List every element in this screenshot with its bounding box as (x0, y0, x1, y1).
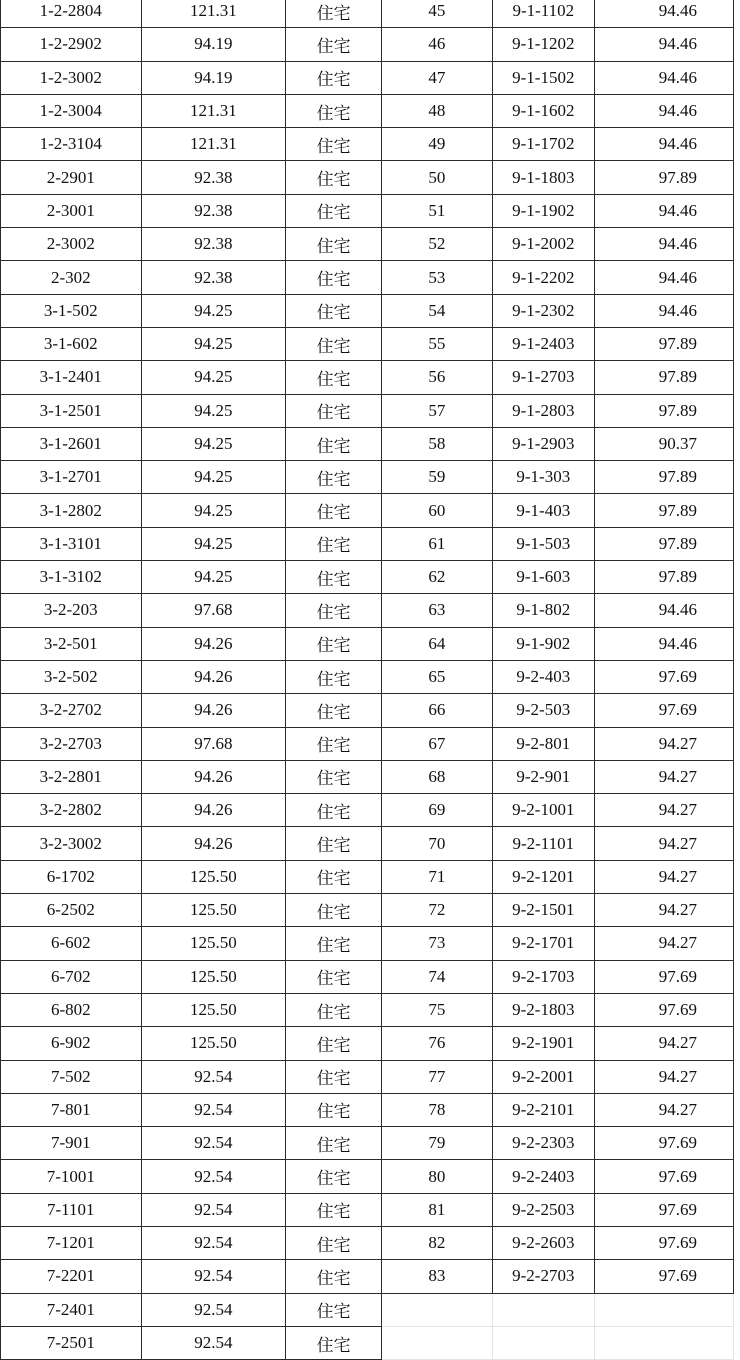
usage-cell: 住宅 (286, 61, 382, 94)
unit-number-cell: 9-2-1001 (492, 794, 594, 827)
usage-cell: 住宅 (286, 1260, 382, 1293)
unit-number-cell: 9-1-2803 (492, 394, 594, 427)
table-row (0, 394, 734, 427)
floor-area-cell: 94.25 (141, 494, 285, 527)
floor-area-cell: 121.31 (141, 128, 285, 161)
table-row (0, 1093, 734, 1126)
unit-number-cell: 3-2-2702 (0, 694, 141, 727)
unit-number-cell: 3-1-2701 (0, 461, 141, 494)
sequence-number-cell: 75 (382, 993, 493, 1026)
table-row (0, 294, 734, 327)
unit-number-cell: 9-2-1501 (492, 894, 594, 927)
floor-area-cell: 92.54 (141, 1160, 285, 1193)
sequence-number-cell: 83 (382, 1260, 493, 1293)
unit-number-cell: 3-1-2802 (0, 494, 141, 527)
floor-area-cell: 94.27 (594, 827, 733, 860)
floor-area-cell: 94.27 (594, 760, 733, 793)
sequence-number-cell: 57 (382, 394, 493, 427)
unit-number-cell: 3-2-203 (0, 594, 141, 627)
sequence-number-cell: 68 (382, 760, 493, 793)
sequence-number-cell: 62 (382, 561, 493, 594)
floor-area-cell: 125.50 (141, 960, 285, 993)
table-row (0, 594, 734, 627)
floor-area-cell: 94.26 (141, 627, 285, 660)
usage-cell: 住宅 (286, 760, 382, 793)
usage-cell: 住宅 (286, 561, 382, 594)
floor-area-cell: 92.54 (141, 1060, 285, 1093)
usage-cell: 住宅 (286, 1093, 382, 1126)
floor-area-cell: 94.25 (141, 461, 285, 494)
table-row (0, 327, 734, 360)
floor-area-cell: 97.69 (594, 993, 733, 1026)
table-row (0, 527, 734, 560)
unit-number-cell: 9-2-1701 (492, 927, 594, 960)
unit-number-cell: 9-1-1803 (492, 161, 594, 194)
floor-area-cell: 97.69 (594, 1127, 733, 1160)
floor-area-cell: 94.46 (594, 61, 733, 94)
unit-number-cell: 7-2201 (0, 1260, 141, 1293)
floor-area-cell: 94.27 (594, 1093, 733, 1126)
table-row (0, 0, 734, 28)
unit-number-cell: 3-1-3102 (0, 561, 141, 594)
usage-cell: 住宅 (286, 860, 382, 893)
sequence-number-cell: 53 (382, 261, 493, 294)
table-row (0, 727, 734, 760)
floor-area-cell: 94.25 (141, 527, 285, 560)
sequence-number-cell: 50 (382, 161, 493, 194)
table-row (0, 261, 734, 294)
unit-number-cell: 9-1-1102 (492, 0, 594, 28)
floor-area-cell: 94.25 (141, 427, 285, 460)
floor-area-cell: 94.26 (141, 794, 285, 827)
floor-area-cell: 92.38 (141, 228, 285, 261)
sequence-number-cell: 74 (382, 960, 493, 993)
floor-area-cell: 92.38 (141, 194, 285, 227)
table-row (0, 1193, 734, 1226)
floor-area-cell: 92.54 (141, 1293, 285, 1326)
floor-area-cell: 94.27 (594, 794, 733, 827)
empty-cell (382, 1326, 493, 1359)
unit-number-cell: 9-2-2603 (492, 1226, 594, 1259)
unit-number-cell: 9-2-1901 (492, 1027, 594, 1060)
sequence-number-cell: 73 (382, 927, 493, 960)
usage-cell: 住宅 (286, 660, 382, 693)
unit-number-cell: 1-2-2902 (0, 28, 141, 61)
usage-cell: 住宅 (286, 794, 382, 827)
table-row (0, 1260, 734, 1293)
unit-number-cell: 9-1-403 (492, 494, 594, 527)
empty-cell (492, 1293, 594, 1326)
unit-number-cell: 7-901 (0, 1127, 141, 1160)
sequence-number-cell: 60 (382, 494, 493, 527)
floor-area-cell: 92.38 (141, 261, 285, 294)
floor-area-cell: 97.89 (594, 394, 733, 427)
usage-cell: 住宅 (286, 427, 382, 460)
table-row (0, 1027, 734, 1060)
unit-number-cell: 6-602 (0, 927, 141, 960)
table-row (0, 694, 734, 727)
sequence-number-cell: 58 (382, 427, 493, 460)
unit-number-cell: 9-2-2303 (492, 1127, 594, 1160)
floor-area-cell: 97.69 (594, 1160, 733, 1193)
unit-number-cell: 1-2-3002 (0, 61, 141, 94)
unit-number-cell: 9-1-303 (492, 461, 594, 494)
unit-number-cell: 9-2-2101 (492, 1093, 594, 1126)
floor-area-cell: 92.38 (141, 161, 285, 194)
table-row (0, 993, 734, 1026)
usage-cell: 住宅 (286, 94, 382, 127)
unit-number-cell: 9-2-1803 (492, 993, 594, 1026)
usage-cell: 住宅 (286, 327, 382, 360)
floor-area-cell: 94.46 (594, 0, 733, 28)
floor-area-cell: 94.27 (594, 894, 733, 927)
usage-cell: 住宅 (286, 960, 382, 993)
floor-area-cell: 125.50 (141, 927, 285, 960)
unit-number-cell: 9-2-1703 (492, 960, 594, 993)
floor-area-cell: 92.54 (141, 1260, 285, 1293)
usage-cell: 住宅 (286, 527, 382, 560)
unit-number-cell: 9-1-503 (492, 527, 594, 560)
table-row (0, 1160, 734, 1193)
floor-area-cell: 92.54 (141, 1326, 285, 1359)
usage-cell: 住宅 (286, 1326, 382, 1359)
table-row (0, 427, 734, 460)
unit-number-cell: 9-1-1602 (492, 94, 594, 127)
unit-number-cell: 9-2-801 (492, 727, 594, 760)
floor-area-cell: 94.46 (594, 94, 733, 127)
floor-area-cell: 92.54 (141, 1193, 285, 1226)
sequence-number-cell: 45 (382, 0, 493, 28)
sequence-number-cell: 59 (382, 461, 493, 494)
floor-area-cell: 125.50 (141, 860, 285, 893)
unit-number-cell: 3-1-2501 (0, 394, 141, 427)
unit-number-cell: 2-2901 (0, 161, 141, 194)
usage-cell: 住宅 (286, 993, 382, 1026)
unit-number-cell: 1-2-2804 (0, 0, 141, 28)
floor-area-cell: 94.26 (141, 660, 285, 693)
floor-area-cell: 125.50 (141, 1027, 285, 1060)
floor-area-cell: 97.89 (594, 494, 733, 527)
table-row (0, 61, 734, 94)
unit-number-cell: 9-2-2001 (492, 1060, 594, 1093)
table-row (0, 1293, 734, 1326)
sequence-number-cell: 54 (382, 294, 493, 327)
floor-area-cell: 125.50 (141, 993, 285, 1026)
floor-area-cell: 121.31 (141, 0, 285, 28)
sequence-number-cell: 48 (382, 94, 493, 127)
unit-number-cell: 7-502 (0, 1060, 141, 1093)
usage-cell: 住宅 (286, 128, 382, 161)
table-row (0, 660, 734, 693)
sequence-number-cell: 78 (382, 1093, 493, 1126)
sequence-number-cell: 46 (382, 28, 493, 61)
usage-cell: 住宅 (286, 461, 382, 494)
floor-area-cell: 94.25 (141, 294, 285, 327)
sequence-number-cell: 77 (382, 1060, 493, 1093)
table-row (0, 361, 734, 394)
unit-number-cell: 9-1-802 (492, 594, 594, 627)
table-row (0, 94, 734, 127)
unit-number-cell: 1-2-3004 (0, 94, 141, 127)
unit-number-cell: 9-1-1202 (492, 28, 594, 61)
floor-area-cell: 94.25 (141, 561, 285, 594)
sequence-number-cell: 56 (382, 361, 493, 394)
unit-number-cell: 3-2-2703 (0, 727, 141, 760)
floor-area-cell: 97.68 (141, 727, 285, 760)
floor-area-cell: 92.54 (141, 1226, 285, 1259)
unit-number-cell: 9-2-2503 (492, 1193, 594, 1226)
sequence-number-cell: 82 (382, 1226, 493, 1259)
sequence-number-cell: 71 (382, 860, 493, 893)
usage-cell: 住宅 (286, 627, 382, 660)
unit-number-cell: 9-1-2903 (492, 427, 594, 460)
sequence-number-cell: 65 (382, 660, 493, 693)
floor-area-cell: 92.54 (141, 1093, 285, 1126)
floor-area-cell: 97.89 (594, 161, 733, 194)
floor-area-cell: 121.31 (141, 94, 285, 127)
unit-number-cell: 3-1-602 (0, 327, 141, 360)
table-row (0, 1060, 734, 1093)
unit-number-cell: 7-1201 (0, 1226, 141, 1259)
table-row (0, 1226, 734, 1259)
unit-number-cell: 3-2-2802 (0, 794, 141, 827)
unit-number-cell: 9-1-1902 (492, 194, 594, 227)
unit-number-cell: 9-1-2403 (492, 327, 594, 360)
unit-number-cell: 3-2-501 (0, 627, 141, 660)
unit-number-cell: 9-2-1101 (492, 827, 594, 860)
sequence-number-cell: 66 (382, 694, 493, 727)
usage-cell: 住宅 (286, 594, 382, 627)
unit-number-cell: 9-1-2302 (492, 294, 594, 327)
table-row (0, 1127, 734, 1160)
unit-number-cell: 9-2-901 (492, 760, 594, 793)
usage-cell: 住宅 (286, 1193, 382, 1226)
unit-number-cell: 2-3002 (0, 228, 141, 261)
floor-area-cell: 97.89 (594, 361, 733, 394)
unit-number-cell: 7-1001 (0, 1160, 141, 1193)
unit-number-cell: 9-1-603 (492, 561, 594, 594)
unit-number-cell: 7-1101 (0, 1193, 141, 1226)
table-row (0, 760, 734, 793)
unit-number-cell: 2-302 (0, 261, 141, 294)
sequence-number-cell: 61 (382, 527, 493, 560)
unit-number-cell: 3-1-2601 (0, 427, 141, 460)
usage-cell: 住宅 (286, 28, 382, 61)
usage-cell: 住宅 (286, 1060, 382, 1093)
usage-cell: 住宅 (286, 261, 382, 294)
table-row (0, 1326, 734, 1359)
table-row (0, 860, 734, 893)
sequence-number-cell: 81 (382, 1193, 493, 1226)
sequence-number-cell: 52 (382, 228, 493, 261)
usage-cell: 住宅 (286, 494, 382, 527)
usage-cell: 住宅 (286, 161, 382, 194)
floor-area-cell: 97.89 (594, 561, 733, 594)
usage-cell: 住宅 (286, 927, 382, 960)
unit-number-cell: 7-2501 (0, 1326, 141, 1359)
usage-cell: 住宅 (286, 1293, 382, 1326)
empty-cell (492, 1326, 594, 1359)
floor-area-cell: 94.27 (594, 860, 733, 893)
floor-area-cell: 94.46 (594, 594, 733, 627)
unit-number-cell: 3-2-2801 (0, 760, 141, 793)
usage-cell: 住宅 (286, 894, 382, 927)
unit-number-cell: 9-2-2403 (492, 1160, 594, 1193)
unit-number-cell: 6-1702 (0, 860, 141, 893)
usage-cell: 住宅 (286, 827, 382, 860)
unit-number-cell: 3-1-3101 (0, 527, 141, 560)
table-row (0, 927, 734, 960)
sequence-number-cell: 49 (382, 128, 493, 161)
unit-number-cell: 7-2401 (0, 1293, 141, 1326)
floor-area-cell: 90.37 (594, 427, 733, 460)
empty-cell (382, 1293, 493, 1326)
floor-area-cell: 94.25 (141, 361, 285, 394)
table-row (0, 228, 734, 261)
floor-area-cell: 94.46 (594, 128, 733, 161)
sequence-number-cell: 64 (382, 627, 493, 660)
unit-number-cell: 9-2-1201 (492, 860, 594, 893)
unit-number-cell: 3-1-502 (0, 294, 141, 327)
table-row (0, 28, 734, 61)
table-row (0, 960, 734, 993)
floor-area-cell: 97.69 (594, 1260, 733, 1293)
usage-cell: 住宅 (286, 1127, 382, 1160)
floor-area-cell: 97.69 (594, 1226, 733, 1259)
usage-cell: 住宅 (286, 727, 382, 760)
unit-number-cell: 1-2-3104 (0, 128, 141, 161)
usage-cell: 住宅 (286, 394, 382, 427)
usage-cell: 住宅 (286, 1027, 382, 1060)
floor-area-cell: 94.19 (141, 61, 285, 94)
floor-area-cell: 94.27 (594, 1060, 733, 1093)
floor-area-cell: 97.89 (594, 327, 733, 360)
floor-area-cell: 97.69 (594, 1193, 733, 1226)
usage-cell: 住宅 (286, 228, 382, 261)
floor-area-cell: 125.50 (141, 894, 285, 927)
unit-number-cell: 9-1-1702 (492, 128, 594, 161)
sequence-number-cell: 55 (382, 327, 493, 360)
floor-area-cell: 97.89 (594, 461, 733, 494)
floor-area-cell: 94.27 (594, 927, 733, 960)
floor-area-cell: 94.46 (594, 294, 733, 327)
floor-area-cell: 94.26 (141, 827, 285, 860)
unit-number-cell: 3-2-3002 (0, 827, 141, 860)
unit-number-cell: 3-1-2401 (0, 361, 141, 394)
unit-number-cell: 9-1-1502 (492, 61, 594, 94)
unit-number-cell: 6-702 (0, 960, 141, 993)
usage-cell: 住宅 (286, 0, 382, 28)
unit-number-cell: 9-1-2002 (492, 228, 594, 261)
usage-cell: 住宅 (286, 294, 382, 327)
floor-area-cell: 92.54 (141, 1127, 285, 1160)
sequence-number-cell: 51 (382, 194, 493, 227)
sequence-number-cell: 76 (382, 1027, 493, 1060)
table-row (0, 627, 734, 660)
sequence-number-cell: 63 (382, 594, 493, 627)
table-row (0, 827, 734, 860)
sequence-number-cell: 72 (382, 894, 493, 927)
sequence-number-cell: 80 (382, 1160, 493, 1193)
table-row (0, 194, 734, 227)
table-row (0, 161, 734, 194)
usage-cell: 住宅 (286, 1160, 382, 1193)
sequence-number-cell: 70 (382, 827, 493, 860)
unit-number-cell: 9-2-403 (492, 660, 594, 693)
floor-area-cell: 97.69 (594, 694, 733, 727)
floor-area-cell: 97.89 (594, 527, 733, 560)
usage-cell: 住宅 (286, 1226, 382, 1259)
unit-number-cell: 6-802 (0, 993, 141, 1026)
floor-area-cell: 97.69 (594, 960, 733, 993)
empty-cell (594, 1326, 733, 1359)
unit-number-cell: 6-2502 (0, 894, 141, 927)
floor-area-cell: 94.46 (594, 261, 733, 294)
usage-cell: 住宅 (286, 361, 382, 394)
floor-area-cell: 97.69 (594, 660, 733, 693)
unit-number-cell: 9-1-2703 (492, 361, 594, 394)
floor-area-cell: 94.25 (141, 327, 285, 360)
table-row (0, 494, 734, 527)
floor-area-cell: 94.25 (141, 394, 285, 427)
floor-area-cell: 97.68 (141, 594, 285, 627)
unit-number-cell: 9-2-2703 (492, 1260, 594, 1293)
unit-number-cell: 7-801 (0, 1093, 141, 1126)
unit-number-cell: 3-2-502 (0, 660, 141, 693)
table-row (0, 794, 734, 827)
floor-area-cell: 94.26 (141, 760, 285, 793)
floor-area-cell: 94.27 (594, 1027, 733, 1060)
floor-area-cell: 94.19 (141, 28, 285, 61)
floor-area-cell: 94.46 (594, 194, 733, 227)
table-row (0, 461, 734, 494)
unit-number-cell: 6-902 (0, 1027, 141, 1060)
unit-number-cell: 9-2-503 (492, 694, 594, 727)
sequence-number-cell: 79 (382, 1127, 493, 1160)
table-row (0, 128, 734, 161)
sequence-number-cell: 67 (382, 727, 493, 760)
sequence-number-cell: 69 (382, 794, 493, 827)
empty-cell (594, 1293, 733, 1326)
table-row (0, 894, 734, 927)
usage-cell: 住宅 (286, 194, 382, 227)
floor-area-cell: 94.46 (594, 28, 733, 61)
table-row (0, 561, 734, 594)
floor-area-cell: 94.46 (594, 627, 733, 660)
sequence-number-cell: 47 (382, 61, 493, 94)
floor-area-cell: 94.46 (594, 228, 733, 261)
usage-cell: 住宅 (286, 694, 382, 727)
unit-number-cell: 9-1-902 (492, 627, 594, 660)
floor-area-cell: 94.27 (594, 727, 733, 760)
unit-number-cell: 2-3001 (0, 194, 141, 227)
unit-number-cell: 9-1-2202 (492, 261, 594, 294)
floor-area-cell: 94.26 (141, 694, 285, 727)
